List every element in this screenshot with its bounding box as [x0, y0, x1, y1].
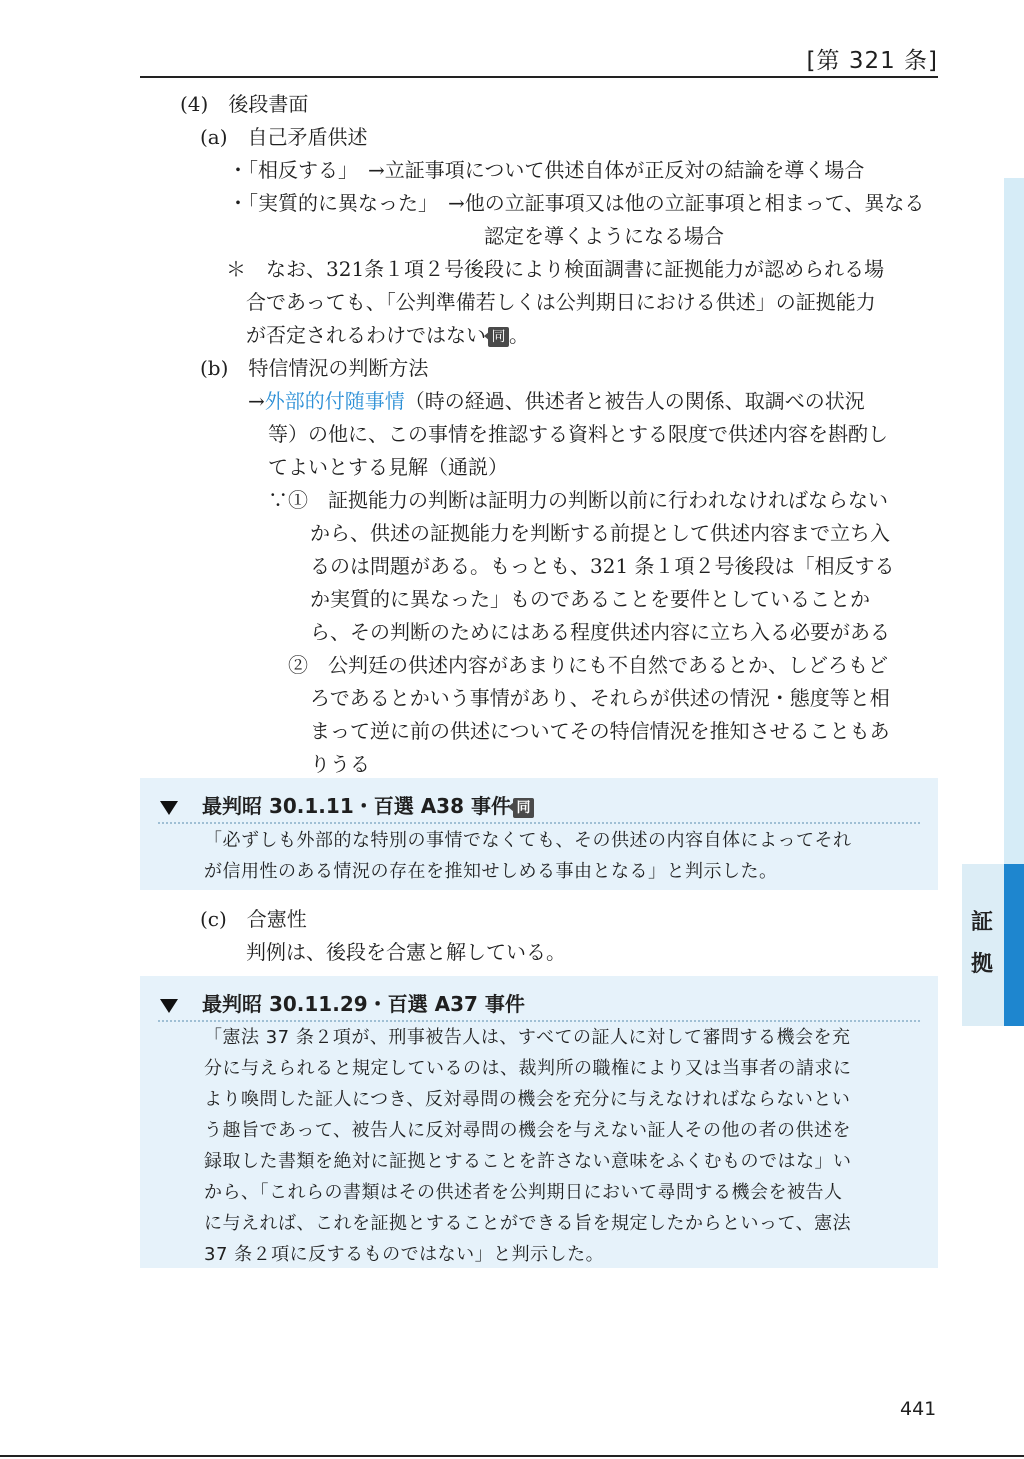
- text-line: ② 公判廷の供述内容があまりにも不自然であるとか、しどろもど: [288, 653, 888, 677]
- subsection-heading-c: (c) 合憲性: [200, 907, 307, 931]
- chapter-side-tab: [962, 864, 1024, 1026]
- text-line: ・「実質的に異なった」 →他の立証事項又は他の立証事項と相まって、異なる: [228, 191, 925, 215]
- case-line: 「必ずしも外部的な特別の事情でなくても、その供述の内容自体によってそれ: [204, 830, 852, 851]
- bottom-rule: [0, 1455, 1024, 1457]
- text-line: りうる: [310, 752, 370, 776]
- case-box-2: [140, 976, 938, 1268]
- case-line: 録取した書類を絶対に証拠とすることを許さない意味をふくむものではな」い: [204, 1151, 852, 1172]
- case-box-1: [140, 778, 938, 890]
- text-line: まって逆に前の供述についてその特信情況を推知させることもあ: [310, 719, 890, 743]
- text-line: ら、その判断のためにはある程度供述内容に立ち入る必要がある: [310, 620, 890, 644]
- text-line: か実質的に異なった」ものであることを要件としていることか: [310, 587, 870, 611]
- text-span: が否定されるわけではない: [246, 323, 486, 347]
- case-text: [204, 1022, 852, 1270]
- case-line: から、「これらの書類はその供述者を公判期日において尋問する機会を被告人: [204, 1182, 843, 1203]
- text-line: 認定を導くようになる場合: [484, 224, 724, 248]
- page-header: [140, 40, 938, 78]
- text-line: 合であっても、「公判準備若しくは公判期日における供述」の証拠能力: [246, 290, 876, 314]
- highlighted-term: 外部的付随事情: [264, 389, 405, 413]
- page-number: 441: [900, 1398, 937, 1420]
- case-line: 37 条２項に反するものではない」と判示した。: [204, 1244, 605, 1265]
- case-line: 分に与えられると規定しているのは、裁判所の職権により又は当事者の請求に: [204, 1058, 852, 1079]
- triangle-icon: [160, 999, 178, 1013]
- side-tab-bar: [1004, 864, 1024, 1026]
- text-line: [248, 387, 865, 415]
- case-text: [204, 825, 852, 887]
- text-line: るのは問題がある。もっとも、321 条１項２号後段は「相反する: [310, 554, 895, 578]
- text-span: 。: [509, 323, 529, 347]
- case-title: 最判昭 30.11.29・百選 A37 事件: [202, 992, 525, 1016]
- section-heading-4: (4) 後段書面: [180, 92, 309, 116]
- doukan-mark-icon: 同: [513, 798, 534, 818]
- case-heading: [160, 988, 525, 1017]
- case-line: 「憲法 37 条２項が、刑事被告人は、すべての証人に対して審問する機会を充: [204, 1027, 851, 1048]
- text-line: から、供述の証拠能力を判断する前提として供述内容まで立ち入: [310, 521, 890, 545]
- case-heading: [160, 790, 534, 819]
- text-line: ・「相反する」 →立証事項について供述自体が正反対の結論を導く場合: [228, 158, 865, 182]
- subsection-heading-b: (b) 特信情況の判断方法: [200, 356, 429, 380]
- case-line: より喚問した証人につき、反対尋問の機会を充分に与えなければならないとい: [204, 1089, 851, 1110]
- text-line: ＊ なお、321条１項２号後段により検面調書に証拠能力が認められる場: [226, 257, 885, 281]
- arrow-glyph: →: [248, 389, 265, 413]
- dotted-divider: [158, 822, 920, 824]
- text-line: 等）の他に、この事情を推認する資料とする限度で供述内容を斟酌し: [268, 422, 888, 446]
- case-line: う趣旨であって、被告人に反対尋問の機会を与えない証人その他の者の供述を: [204, 1120, 851, 1141]
- case-line: が信用性のある情況の存在を推知せしめる事由となる」と判示した。: [204, 861, 778, 882]
- doukan-mark-icon: 同: [488, 327, 509, 347]
- text-line: [246, 321, 529, 349]
- subsection-heading-a: (a) 自己矛盾供述: [200, 125, 368, 149]
- text-line: てよいとする見解（通説）: [268, 455, 508, 479]
- text-span: （時の経過、供述者と被告人の関係、取調べの状況: [404, 389, 865, 413]
- article-number: [第 321 条]: [806, 48, 938, 74]
- side-tab-label: 証拠: [970, 910, 993, 977]
- case-line: に与えれば、これを証拠とすることができる旨を規定したからといって、憲法: [204, 1213, 852, 1234]
- text-line: 判例は、後段を合憲と解している。: [246, 940, 566, 964]
- text-line: ろであるとかいう事情があり、それらが供述の情況・態度等と相: [310, 686, 890, 710]
- triangle-icon: [160, 801, 178, 815]
- case-title: 最判昭 30.1.11・百選 A38 事件: [202, 794, 511, 818]
- text-line: ∵① 証拠能力の判断は証明力の判断以前に行われなければならない: [268, 488, 888, 512]
